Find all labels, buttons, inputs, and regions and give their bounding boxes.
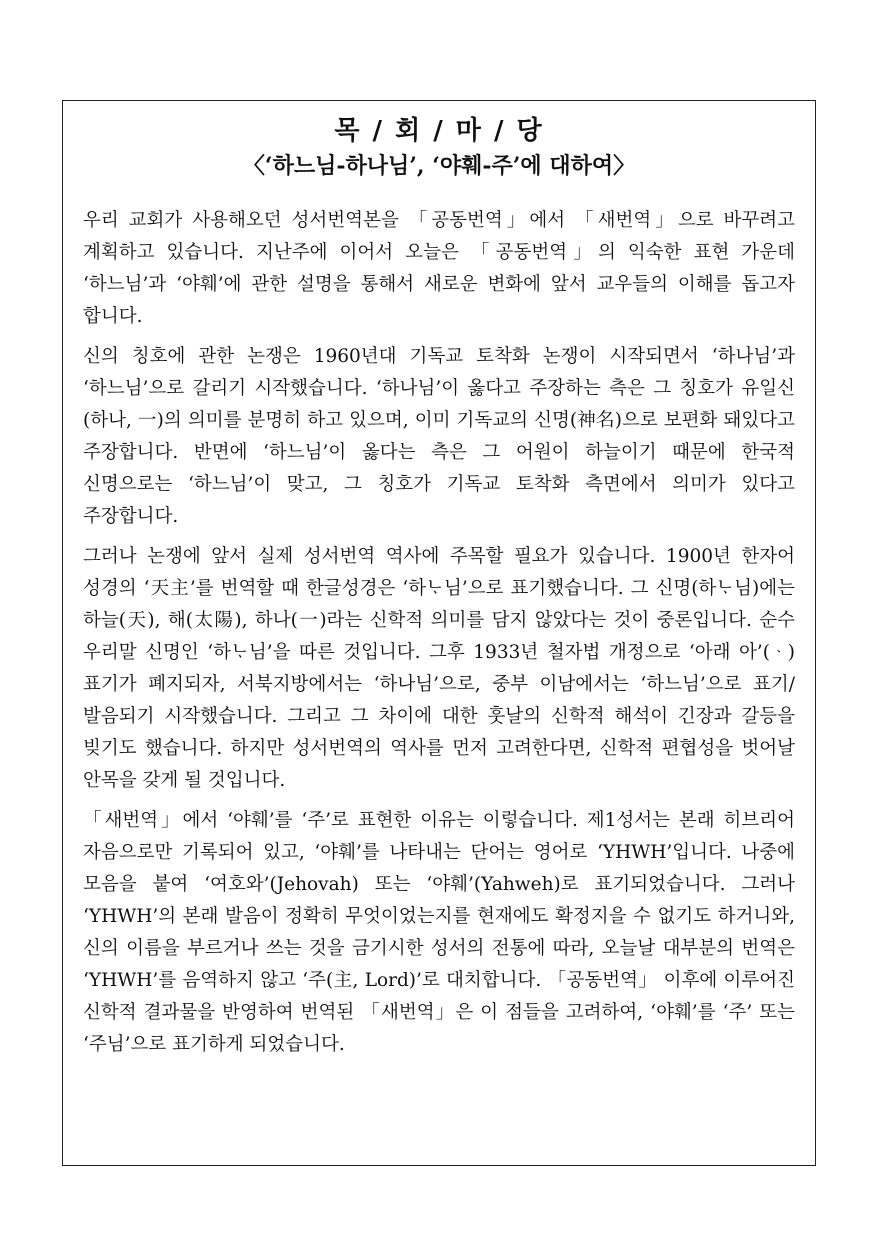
bulletin-box — [62, 100, 816, 1166]
paragraph-3: 그러나 논쟁에 앞서 실제 성서번역 역사에 주목할 필요가 있습니다. 1900년 한자어 성경의 ‘天主’를 번역할 때 한글성경은 ‘하ᄂᆞ님’으로 표기했습니다. 그 신명(하ᄂᆞ님)에는 하늘(天), 해(太陽), 하나(一)라는 신학적 의미를 담지 않았다는 것이 중론입니다. 순수 우리말 신명인 ‘하ᄂᆞ님’을 따른 것입니다. 그후 1933년 철자법 개정으로 ‘아래 아’(ᆞ) 표기가 폐지되자, 서북지방에서는 ‘하나님’으로, 중부 이남에서는 ‘하느님’으로 표기/발음되기 시작했습니다. 그리고 그 차이에 대한 훗날의 신학적 해석이 긴장과 갈등을 빚기도 했습니다. 하지만 성서번역의 역사를 먼저 고려한다면, 신학적 편협성을 벗어날 안목을 갖게 될 것입니다. — [83, 546, 795, 791]
paragraph-2: 신의 칭호에 관한 논쟁은 1960년대 기독교 토착화 논쟁이 시작되면서 ‘하나님’과 ‘하느님’으로 갈리기 시작했습니다. ‘하나님’이 옳다고 주장하는 측은 그 칭호가 유일신(하나, 一)의 의미를 분명히 하고 있으며, 이미 기독교의 신명(神名)으로 보편화 돼있다고 주장합니다. 반면에 ‘하느님’이 옳다는 측은 그 어원이 하늘이기 때문에 한국적 신명으로는 ‘하느님’이 맞고, 그 칭호가 기독교 토착화 측면에서 의미가 있다고 주장합니다. — [83, 346, 795, 527]
paragraph-1: 우리 교회가 사용해오던 성서번역본을 「공동번역」에서 「새번역」으로 바꾸려고 계획하고 있습니다. 지난주에 이어서 오늘은 「공동번역」의 익숙한 표현 가운데 ‘하느님’과 ‘야훼’에 관한 설명을 통해서 새로운 변화에 앞서 교우들의 이해를 돕고자 합니다. — [83, 210, 795, 327]
page-title: 목 / 회 / 마 / 당 — [334, 116, 544, 146]
page-subtitle: 〈‘하느님-하나님’, ‘야훼-주’에 대하여〉 — [242, 153, 636, 179]
article-body — [83, 205, 795, 1069]
paragraph-4: 「새번역」에서 ‘야훼’를 ‘주’로 표현한 이유는 이렇습니다. 제1성서는 본래 히브리어 자음으로만 기록되어 있고, ‘야훼’를 나타내는 단어는 영어로 ‘YHWH’입니다. 나중에 모음을 붙여 ‘여호와’(Jehovah) 또는 ‘야훼’(Yahweh)로 표기되었습니다. 그러나 ‘YHWH’의 본래 발음이 정확히 무엇이었는지를 현재에도 확정지을 수 없기도 하거니와, 신의 이름을 부르거나 쓰는 것을 금기시한 성서의 전통에 따라, 오늘날 대부분의 번역은 ‘YHWH’를 음역하지 않고 ‘주(主, Lord)’로 대치합니다. 「공동번역」 이후에 이루어진 신학적 결과물을 반영하여 번역된 「새번역」은 이 점들을 고려하여, ‘야훼’를 ‘주’ 또는 ‘주님’으로 표기하게 되었습니다. — [83, 810, 795, 1055]
